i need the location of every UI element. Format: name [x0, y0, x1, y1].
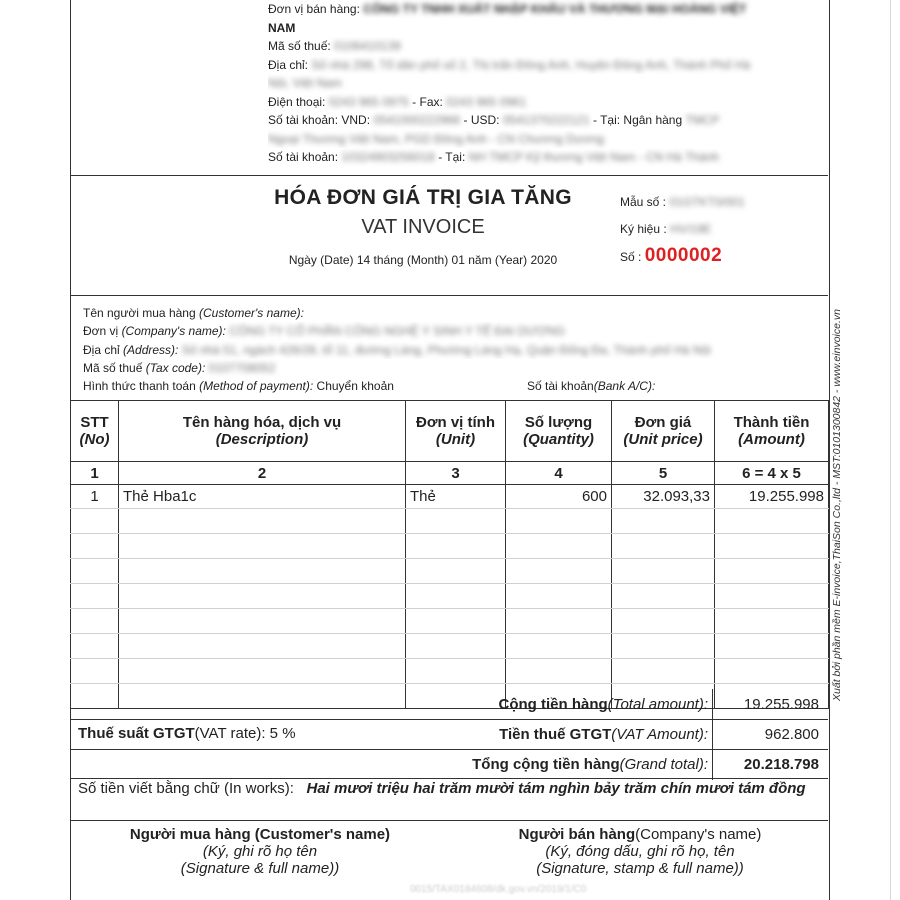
seller-tax-label: Mã số thuế:: [268, 39, 331, 53]
col-header-no: STT (No): [71, 401, 119, 462]
seller-address-label: Địa chỉ:: [268, 57, 309, 72]
seller-tax-value: 0106410139: [334, 39, 401, 53]
seller-unit-label: Đơn vị bán hàng:: [268, 2, 360, 16]
table-row: [71, 485, 829, 509]
seller-bank2-label: - Tại:: [438, 150, 466, 164]
seller-account2-value: 10324903256018: [341, 150, 435, 164]
col-header-amount: Thành tiền (Amount): [715, 401, 829, 462]
subtotal-row: Cộng tiền hàng(Total amount): 19.255.998: [70, 689, 828, 720]
empty-row: [71, 609, 829, 634]
invoice-title-en: VAT INVOICE: [361, 216, 485, 238]
invoice-date: Ngày (Date) 14 tháng (Month) 01 năm (Year) 2020: [288, 253, 558, 267]
invoice-number-value: 0000002: [644, 245, 723, 266]
items-table: [70, 400, 829, 709]
col-header-quantity: Số lượng (Quantity): [506, 401, 612, 462]
seller-unit-value: CÔNG TY TNHH XUẤT NHẬP KHẨU VÀ THƯƠNG MẠI HOÀNG VIỆT: [363, 2, 747, 16]
table-header-row: [71, 401, 829, 462]
empty-row: [71, 634, 829, 659]
empty-row: [71, 534, 829, 559]
amount-in-words-value: Hai mươi triệu hai trăm mười tám nghìn bảy trăm chín mươi tám đồng: [306, 780, 806, 797]
divider-title: [70, 295, 828, 296]
seller-unit-tail: NAM: [268, 20, 296, 35]
grand-total-row: Tổng cộng tiền hàng(Grand total): 20.218.798: [70, 749, 828, 780]
col-header-description: Tên hàng hóa, dịch vụ (Description): [119, 401, 406, 462]
seller-phone-label: Điện thoại:: [268, 94, 326, 109]
column-number-row: 1 2 3 4 5 6 = 4 x 5: [71, 462, 829, 485]
seller-bank-tail: Ngoại Thương Việt Nam, PGD Đông Anh - CN Chương Dương: [268, 131, 605, 146]
col-header-unit: Đơn vị tính (Unit): [406, 401, 506, 462]
vat-value: 962.800: [764, 726, 819, 743]
seller-address-tail: Nội, Việt Nam: [268, 76, 342, 90]
row-description: Thẻ Hba1c: [119, 485, 406, 509]
buyer-signature: Người mua hàng (Customer's name) (Ký, ghi rõ họ tên (Signature & full name)): [129, 826, 391, 877]
buyer-tax-label: Mã số thuế: [83, 360, 143, 375]
buyer-bank-account: Số tài khoản(Bank A/C):: [527, 379, 656, 394]
seller-fax-value: 0243 965 0961: [446, 94, 527, 109]
seller-bank-label: - Tại: Ngân hàng: [592, 113, 683, 127]
buyer-name-label: Tên người mua hàng: [83, 306, 196, 320]
seller-address-value: Số nhà 298, Tổ dân phố số 2, Thị trấn Đông Anh, Huyện Đông Anh, Thành Phố Hà: [311, 57, 751, 72]
form-number-value: 01GTKT0/001: [669, 195, 745, 209]
page-edge: [890, 0, 891, 900]
buyer-info: Tên người mua hàng (Customer's name): Đơn vị (Company's name): CÔNG TY CỔ PHẦN CÔNG NGHỆ Y SINH Y TẾ ĐẠI DƯƠNG Địa chỉ (Address): Số nhà 51, ngách 426/28, tổ 11, đường Láng, Phường Láng Hạ, Quận Đống Đa, Thành phố Hà Nội Mã số thuế (Tax code): 0107708052 Hình thức thanh toán (Method of payment): Chuyển khoản Số tài khoản(Bank A/C):: [83, 304, 823, 395]
buyer-company-label: Đơn vị: [83, 324, 119, 339]
software-side-note: Xuất bởi phần mềm E-invoice,ThaiSon Co.,ltd - MST:0101300842 - www.einvoice.vn: [831, 309, 843, 701]
invoice-number: Số : 0000002: [620, 245, 723, 266]
row-unit: Thẻ: [406, 485, 506, 509]
subtotal-value: 19.255.998: [743, 696, 819, 713]
row-amount: 19.255.998: [715, 485, 829, 509]
footer-ghost-text: 0015/TAX0184608/dk.gov.vn/2019/1/C0: [410, 884, 587, 895]
seller-info: [268, 0, 808, 167]
vat-row: Thuế suất GTGT(VAT rate): 5 % Tiền thuế GTGT(VAT Amount): 962.800: [70, 719, 828, 750]
buyer-payment-label: Hình thức thanh toán: [83, 379, 196, 394]
seller-signature: Người bán hàng(Company's name) (Ký, đóng dấu, ghi rõ họ, tên (Signature, stamp & full name)): [518, 826, 762, 877]
divider-seller: [70, 175, 828, 176]
seller-account-vnd: 0541000222966: [373, 113, 461, 127]
row-no: 1: [71, 485, 119, 509]
seller-account-label: Số tài khoản: VND:: [268, 113, 371, 127]
invoice-symbol: Ký hiệu : HV/19E: [620, 222, 712, 236]
empty-row: [71, 509, 829, 534]
form-number: Mẫu số : 01GTKT0/001: [620, 195, 745, 209]
invoice-symbol-value: HV/19E: [670, 222, 712, 236]
row-quantity: 600: [506, 485, 612, 509]
seller-phone-value: 0243 965 0975: [328, 94, 409, 109]
col-header-unit-price: Đơn giá (Unit price): [612, 401, 715, 462]
buyer-payment-value: Chuyển khoản: [316, 379, 394, 394]
row-unit-price: 32.093,33: [612, 485, 715, 509]
seller-fax-label: - Fax:: [412, 94, 443, 109]
amount-in-words: Số tiền viết bằng chữ (In works): Hai mươi triệu hai trăm mười tám nghìn bảy trăm chín mươi tám đồng: [78, 780, 806, 797]
empty-row: [71, 559, 829, 584]
seller-account2-label: Số tài khoản:: [268, 150, 339, 164]
buyer-company-value: CÔNG TY CỔ PHẦN CÔNG NGHỆ Y SINH Y TẾ ĐẠI DƯƠNG: [229, 324, 565, 339]
buyer-address-label: Địa chỉ: [83, 342, 120, 357]
grand-total-value: 20.218.798: [743, 756, 819, 773]
seller-account-usd-label: - USD:: [463, 113, 500, 127]
seller-account-usd: 0541370222121: [502, 113, 590, 127]
buyer-tax-value: 0107708052: [208, 360, 276, 375]
empty-row: [71, 584, 829, 609]
seller-bank-value: TMCP: [685, 113, 720, 127]
invoice-title: HÓA ĐƠN GIÁ TRỊ GIA TĂNG: [274, 186, 572, 209]
seller-bank2-value: NH TMCP Kỹ thương Việt Nam - CN Hà Thành: [468, 150, 720, 164]
buyer-address-value: Số nhà 51, ngách 426/28, tổ 11, đường Láng, Phường Láng Hạ, Quận Đống Đa, Thành phố Hà Nội: [181, 342, 711, 357]
empty-row: [71, 659, 829, 684]
